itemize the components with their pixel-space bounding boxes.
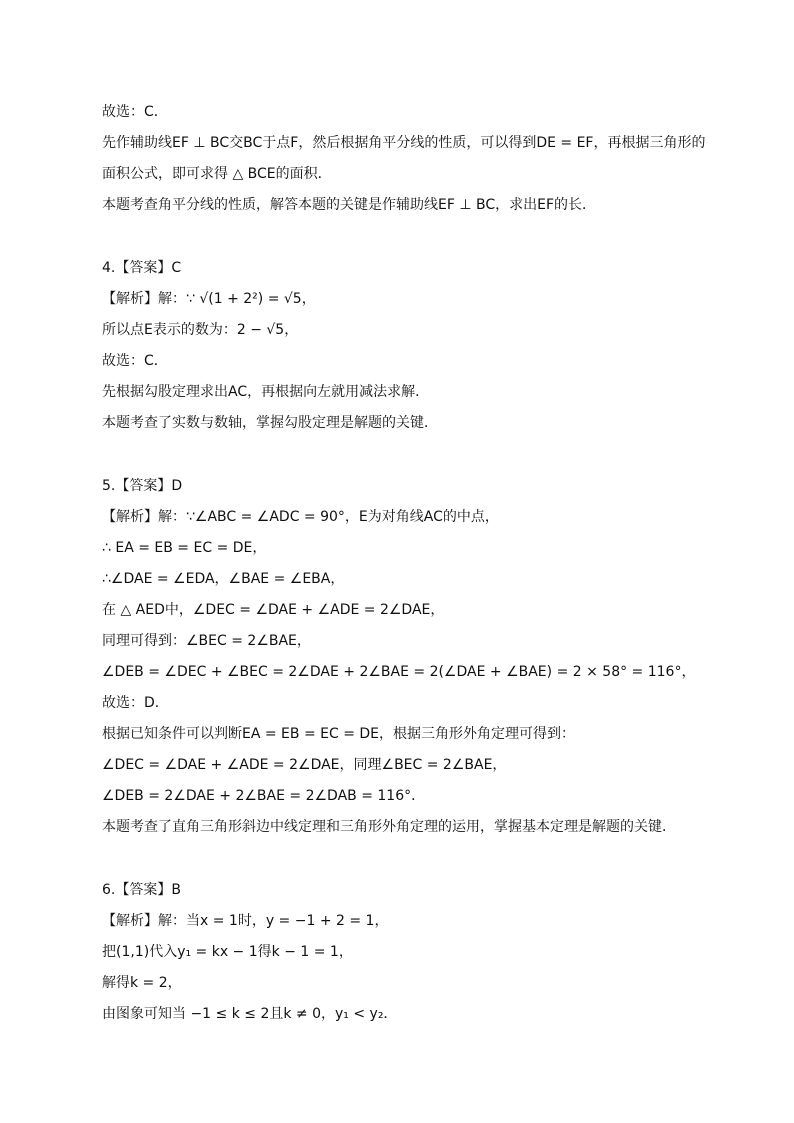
- answer-text-line: 同理可得到：∠BEC = 2∠BAE，: [102, 633, 311, 649]
- answer-text-line: 先作辅助线EF ⊥ BC交BC于点F，然后根据角平分线的性质，可以得到DE = EF，再根据三角形的: [102, 135, 706, 151]
- answer-text-line: ∠DEB = 2∠DAE + 2∠BAE = 2∠DAB = 116°．: [102, 788, 426, 804]
- answer-text-line: 本题考查角平分线的性质，解答本题的关键是作辅助线EF ⊥ BC，求出EF的长．: [102, 197, 597, 213]
- answer-heading-4: 4.【答案】C: [102, 260, 182, 276]
- answer-text-line: 本题考查了直角三角形斜边中线定理和三角形外角定理的运用，掌握基本定理是解题的关键．: [102, 819, 676, 835]
- answer-text-line: 【解析】解：当x = 1时，y = −1 + 2 = 1，: [102, 913, 389, 929]
- answer-text-line: 先根据勾股定理求出AC，再根据向左就用减法求解．: [102, 384, 430, 400]
- answer-text-line: 【解析】解：∵∠ABC = ∠ADC = 90°，E为对角线AC的中点，: [102, 509, 499, 525]
- answer-text-line: 面积公式，即可求得 △ BCE的面积．: [102, 166, 332, 182]
- answer-heading-5: 5.【答案】D: [102, 478, 183, 494]
- answer-text-line: 所以点E表示的数为：2 − √5，: [102, 322, 299, 338]
- answer-text-line: 【解析】解：∵ √(1 + 2²) = √5，: [102, 291, 316, 307]
- answer-text-line: 由图象可知当 −1 ≤ k ≤ 2且k ≠ 0，y₁ < y₂．: [102, 1006, 398, 1022]
- answer-text-line: 把(1,1)代入y₁ = kx − 1得k − 1 = 1，: [102, 944, 353, 960]
- answer-heading-6: 6.【答案】B: [102, 882, 181, 898]
- answer-text-line: 本题考查了实数与数轴，掌握勾股定理是解题的关键．: [102, 415, 438, 431]
- answer-text-line: ∴ EA = EB = EC = DE，: [102, 540, 267, 556]
- answer-text-line: ∴∠DAE = ∠EDA，∠BAE = ∠EBA，: [102, 571, 345, 587]
- answer-text-line: 根据已知条件可以判断EA = EB = EC = DE，根据三角形外角定理可得到：: [102, 726, 576, 742]
- answer-text-line: 解得k = 2，: [102, 975, 182, 991]
- answer-text-line: 故选：D．: [102, 695, 169, 711]
- answer-text-line: 在 △ AED中，∠DEC = ∠DAE + ∠ADE = 2∠DAE，: [102, 602, 445, 618]
- answer-text-line: ∠DEB = ∠DEC + ∠BEC = 2∠DAE + 2∠BAE = 2(∠DAE + ∠BAE) = 2 × 58° = 116°，: [102, 664, 696, 680]
- answer-text-line: ∠DEC = ∠DAE + ∠ADE = 2∠DAE，同理∠BEC = 2∠BAE，: [102, 757, 507, 773]
- answer-text-line: 故选：C．: [102, 353, 168, 369]
- answer-text-line: 故选：C．: [102, 104, 168, 120]
